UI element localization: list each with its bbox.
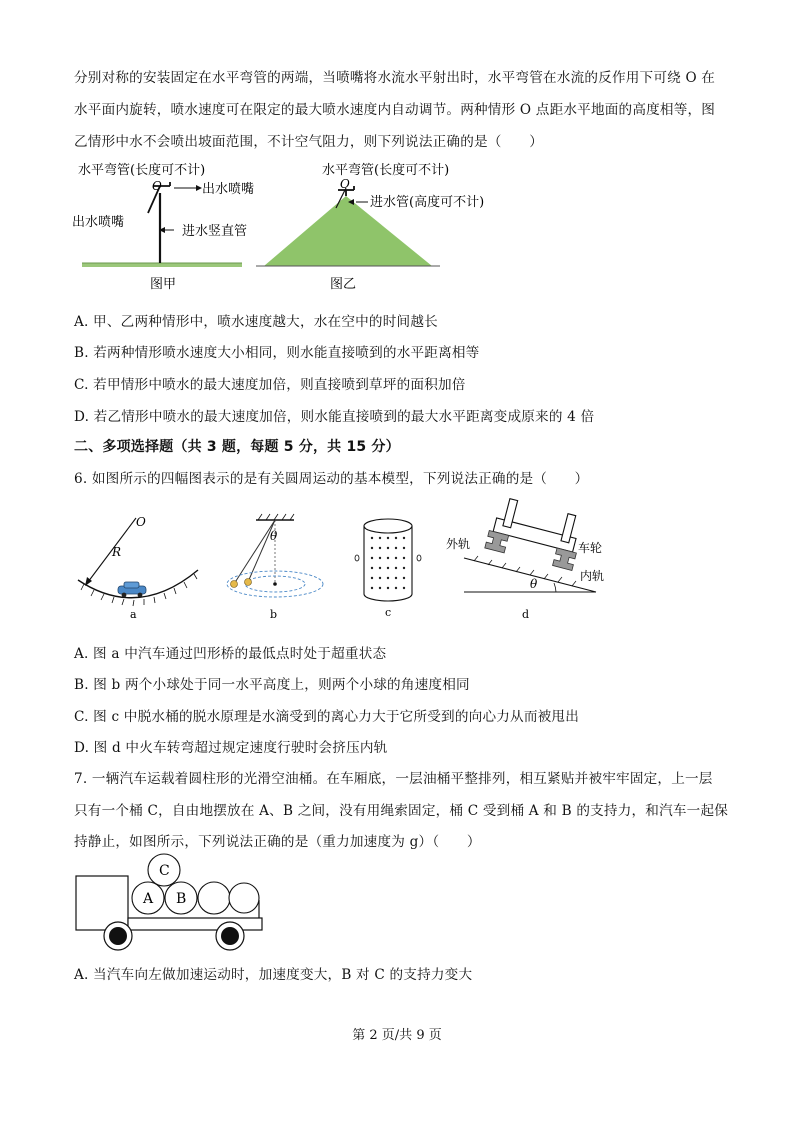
- q7-stem-line-1: 7. 一辆汽车运载着圆柱形的光滑空油桶。在车厢底，一层油桶平整排列，相互紧贴并被牢牢固定，上一层: [74, 771, 713, 787]
- q5-stem-line-2: 水平面内旋转，喷水速度可在限定的最大喷水速度内自动调节。两种情形 O 点距水平地面的高度相等，图: [74, 102, 716, 118]
- q5-stem-line-3: 乙情形中水不会喷出坡面范围，不计空气阻力，则下列说法正确的是（ ）: [74, 134, 543, 150]
- figure-truck: [72, 854, 272, 954]
- fig-jia-caption: 图甲: [150, 277, 177, 292]
- fig-yi-caption: 图乙: [330, 277, 357, 292]
- fig-a-r-label: R: [112, 545, 122, 559]
- fig-jia-o-label: O: [152, 179, 162, 193]
- fig-a-caption: a: [130, 608, 137, 621]
- fig-jia-right-nozzle-label: 出水喷嘴: [202, 182, 255, 197]
- fig-d-outer-rail-label: 外轨: [446, 537, 471, 551]
- fig-truck-c-label: C: [159, 863, 170, 879]
- figure-a: [72, 512, 212, 622]
- fig-truck-b-label: B: [176, 891, 187, 907]
- q7-stem-line-2: 只有一个桶 C，自由地摆放在 A、B 之间，没有用绳索固定，桶 C 受到桶 A 和 B 的支持力，和汽车一起保: [74, 803, 729, 819]
- fig-truck-a-label: A: [143, 891, 154, 907]
- fig-yi-pipe-label: 进水管(高度可不计): [370, 195, 485, 210]
- figure-jia: [70, 158, 255, 298]
- figure-b: [222, 512, 342, 622]
- fig-c-caption: c: [385, 606, 392, 619]
- fig-yi-o-label: O: [340, 177, 350, 191]
- q6-stem: 6. 如图所示的四幅图表示的是有关圆周运动的基本模型，下列说法正确的是（ ）: [74, 471, 589, 487]
- figure-yi: [250, 158, 485, 298]
- fig-a-o-label: O: [136, 515, 146, 529]
- fig-b-caption: b: [270, 608, 278, 621]
- fig-yi-bend-label: 水平弯管(长度可不计): [322, 163, 450, 178]
- q7-option-a: A. 当汽车向左做加速运动时，加速度变大，B 对 C 的支持力变大: [74, 967, 473, 983]
- q5-option-d: D. 若乙情形中喷水的最大速度加倍，则水能直接喷到的最大水平距离变成原来的 4 倍: [74, 409, 595, 425]
- figure-c: [348, 512, 428, 622]
- fig-jia-pipe-label: 进水竖直管: [182, 224, 248, 239]
- q5-option-c: C. 若甲情形中喷水的最大速度加倍，则直接喷到草坪的面积加倍: [74, 377, 466, 393]
- q5-option-a: A. 甲、乙两种情形中，喷水速度越大，水在空中的时间越长: [74, 314, 438, 330]
- page-footer: 第 2 页/共 9 页: [352, 1028, 442, 1043]
- q5-stem-line-1: 分别对称的安装固定在水平弯管的两端，当喷嘴将水流水平射出时，水平弯管在水流的反作用下可绕 O 在: [74, 70, 716, 86]
- figure-d: [444, 496, 624, 621]
- q5-option-b: B. 若两种情形喷水速度大小相同，则水能直接喷到的水平距离相等: [74, 345, 480, 361]
- fig-b-theta-label: θ: [270, 529, 278, 543]
- q6-option-a: A. 图 a 中汽车通过凹形桥的最低点时处于超重状态: [74, 646, 387, 662]
- fig-jia-bend-label: 水平弯管(长度可不计): [78, 163, 206, 178]
- fig-d-caption: d: [522, 608, 530, 621]
- fig-d-theta-label: θ: [530, 577, 538, 591]
- q7-stem-line-3: 持静止，如图所示，下列说法正确的是（重力加速度为 g）（ ）: [74, 834, 481, 850]
- fig-d-inner-rail-label: 内轨: [580, 569, 605, 583]
- q6-option-d: D. 图 d 中火车转弯超过规定速度行驶时会挤压内轨: [74, 740, 388, 756]
- fig-jia-left-nozzle-label: 出水喷嘴: [72, 215, 125, 230]
- section-heading: 二、多项选择题（共 3 题，每题 5 分，共 15 分）: [74, 439, 400, 455]
- q6-option-c: C. 图 c 中脱水桶的脱水原理是水滴受到的离心力大于它所受到的向心力从而被甩出: [74, 709, 579, 725]
- q6-option-b: B. 图 b 两个小球处于同一水平高度上，则两个小球的角速度相同: [74, 677, 470, 693]
- fig-d-wheel-label: 车轮: [578, 541, 603, 555]
